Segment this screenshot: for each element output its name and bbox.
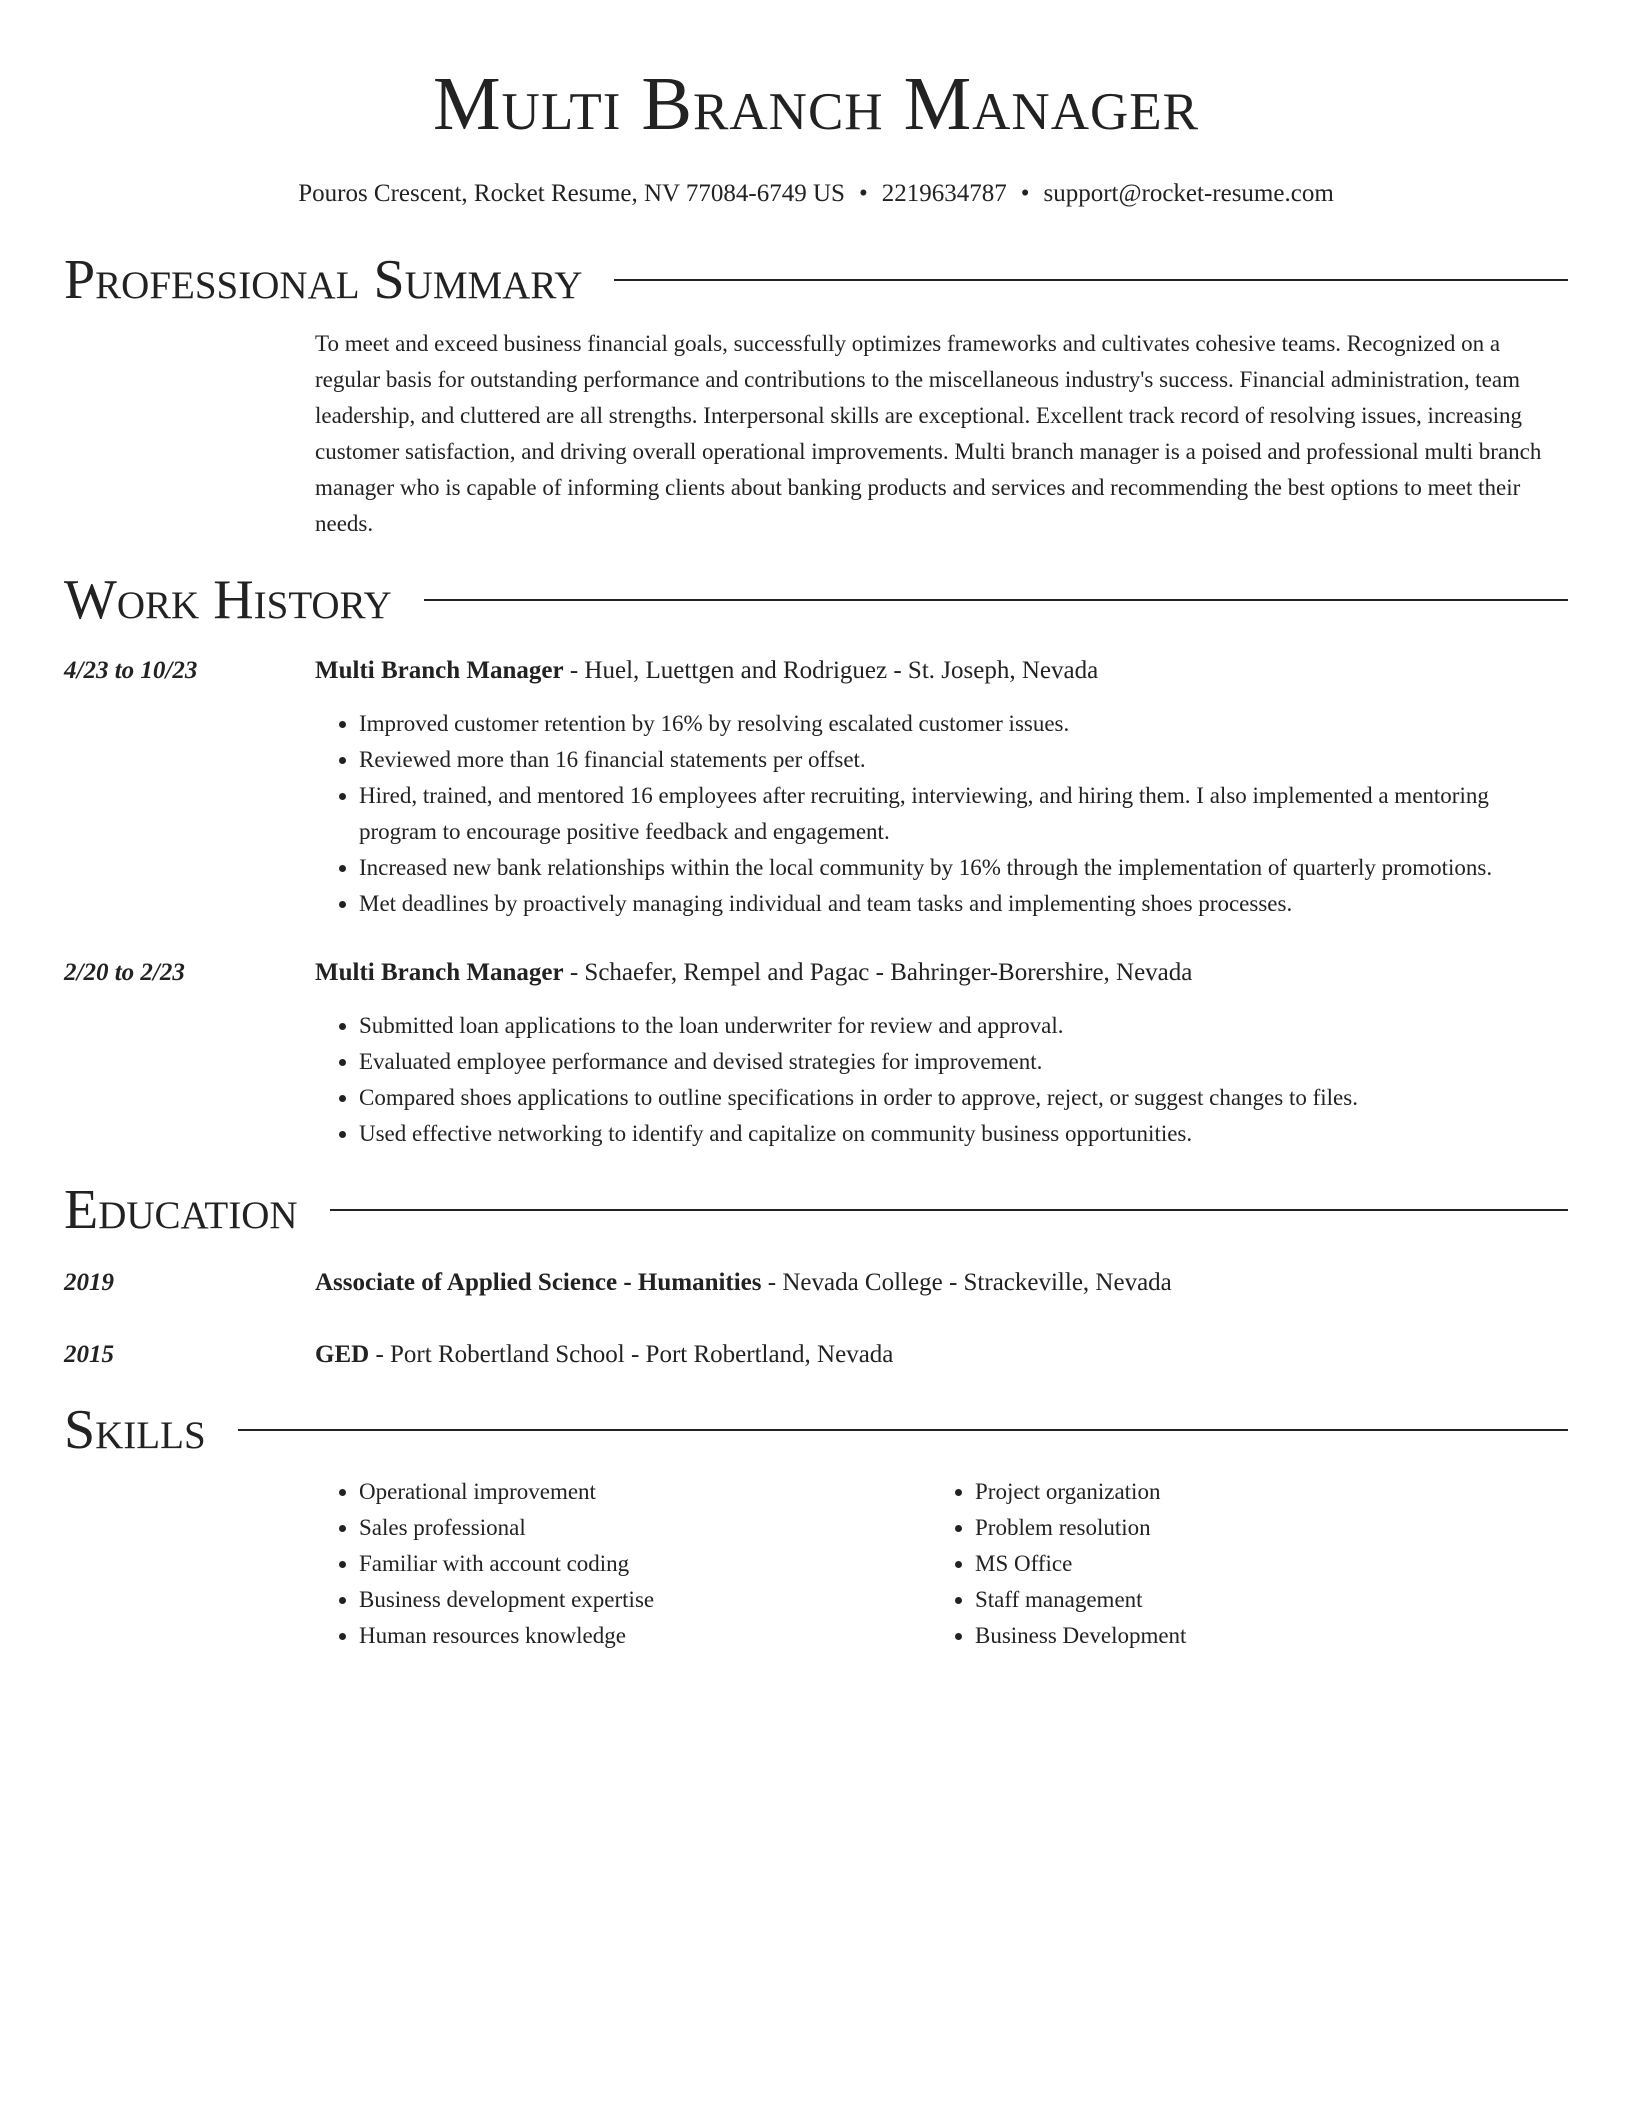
job-title-line: [315, 654, 1568, 688]
job-employer: - Huel, Luettgen and Rodriguez - St. Joseph, Nevada: [563, 657, 1099, 684]
contact-email[interactable]: support@rocket-resume.com: [1043, 180, 1334, 207]
skill-item: • Sales professional: [359, 1510, 931, 1546]
skill-item: • Business development expertise: [359, 1582, 931, 1618]
contact-phone: 2219634787: [881, 180, 1007, 207]
skill-item: • MS Office: [975, 1546, 1547, 1582]
section-divider: [614, 279, 1568, 281]
contact-separator: •: [1020, 180, 1030, 207]
education-degree: Associate of Applied Science - Humanities: [315, 1269, 762, 1296]
job-dates: 2/20 to 2/23: [64, 959, 185, 986]
summary-section-title: Professional Summary: [64, 249, 583, 311]
summary-paragraph: To meet and exceed business financial goals, successfully optimizes frameworks and cultivates cohesive teams. Recognized on a regular basis for outstanding performance and contributions to the miscellaneous industry's success. Financial administration, team leadership, and cluttered are all strengths. Interpersonal skills are exceptional. Excellent track record of resolving issues, increasing customer satisfaction, and driving overall operational improvements. Multi branch manager is a poised and professional multi branch manager who is capable of informing clients about banking products and services and recommending the best options to meet their needs.: [315, 331, 1542, 536]
summary-section-header: [64, 248, 1568, 312]
skills-column-right: [931, 1474, 1547, 1654]
job-bullet: • Compared shoes applications to outline specifications in order to approve, reject, or suggest changes to files.: [359, 1080, 1568, 1116]
job-dates: 4/23 to 10/23: [64, 657, 198, 684]
section-divider: [330, 1209, 1568, 1211]
education-degree: GED: [315, 1341, 370, 1368]
education-entry: [64, 1338, 1568, 1372]
job-employer: - Schaefer, Rempel and Pagac - Bahringer-Borershire, Nevada: [563, 959, 1193, 986]
job-bullets: [315, 706, 1568, 922]
education-title-line: [315, 1266, 1568, 1300]
education-title-line: [315, 1338, 1568, 1372]
skills-section-header: [64, 1398, 1568, 1462]
skill-item: • Problem resolution: [975, 1510, 1547, 1546]
education-year: 2015: [64, 1341, 114, 1368]
education-section-title: Education: [64, 1179, 298, 1241]
candidate-name: Multi Branch Manager: [432, 62, 1199, 146]
job-title-line: [315, 956, 1568, 990]
job-bullet: • Hired, trained, and mentored 16 employees after recruiting, interviewing, and hiring them. I also implemented a mentoring program to encourage positive feedback and engagement.: [359, 778, 1568, 850]
skill-item: • Operational improvement: [359, 1474, 931, 1510]
education-school: - Nevada College - Strackeville, Nevada: [761, 1269, 1172, 1296]
job-bullet: • Improved customer retention by 16% by resolving escalated customer issues.: [359, 706, 1568, 742]
job-bullet: • Reviewed more than 16 financial statements per offset.: [359, 742, 1568, 778]
job-bullet: • Used effective networking to identify and capitalize on community business opportunities.: [359, 1116, 1568, 1152]
skills-list: [931, 1474, 1547, 1654]
job-bullet: • Increased new bank relationships within the local community by 16% through the implementation of quarterly promotions.: [359, 850, 1568, 886]
education-year: 2019: [64, 1269, 114, 1296]
contact-line: [64, 178, 1568, 210]
job-bullet: • Submitted loan applications to the loan underwriter for review and approval.: [359, 1008, 1568, 1044]
education-school: - Port Robertland School - Port Robertland, Nevada: [369, 1341, 894, 1368]
skill-item: • Project organization: [975, 1474, 1547, 1510]
skill-item: • Familiar with account coding: [359, 1546, 931, 1582]
skills-column-left: [315, 1474, 931, 1654]
skill-item: • Human resources knowledge: [359, 1618, 931, 1654]
skill-item: • Business Development: [975, 1618, 1547, 1654]
contact-address: Pouros Crescent, Rocket Resume, NV 77084-6749 US: [298, 180, 845, 207]
job-bullets: [315, 1008, 1568, 1152]
skills-list: [315, 1474, 931, 1654]
job-bullet: • Evaluated employee performance and devised strategies for improvement.: [359, 1044, 1568, 1080]
education-section-header: [64, 1178, 1568, 1242]
education-entry: [64, 1266, 1568, 1300]
skill-item: • Staff management: [975, 1582, 1547, 1618]
section-divider: [424, 599, 1568, 601]
section-divider: [238, 1429, 1568, 1431]
work-section-title: Work History: [64, 569, 392, 631]
job-entry: [64, 654, 1568, 922]
skills-columns: [315, 1474, 1568, 1654]
job-role: Multi Branch Manager: [315, 657, 564, 684]
job-entry: [64, 956, 1568, 1152]
job-role: Multi Branch Manager: [315, 959, 564, 986]
job-body: [315, 956, 1568, 1152]
skills-section-title: Skills: [64, 1399, 206, 1461]
job-bullet: • Met deadlines by proactively managing individual and team tasks and implementing shoes processes.: [359, 886, 1568, 922]
contact-separator: •: [858, 180, 868, 207]
work-section-header: [64, 568, 1568, 632]
job-body: [315, 654, 1568, 922]
